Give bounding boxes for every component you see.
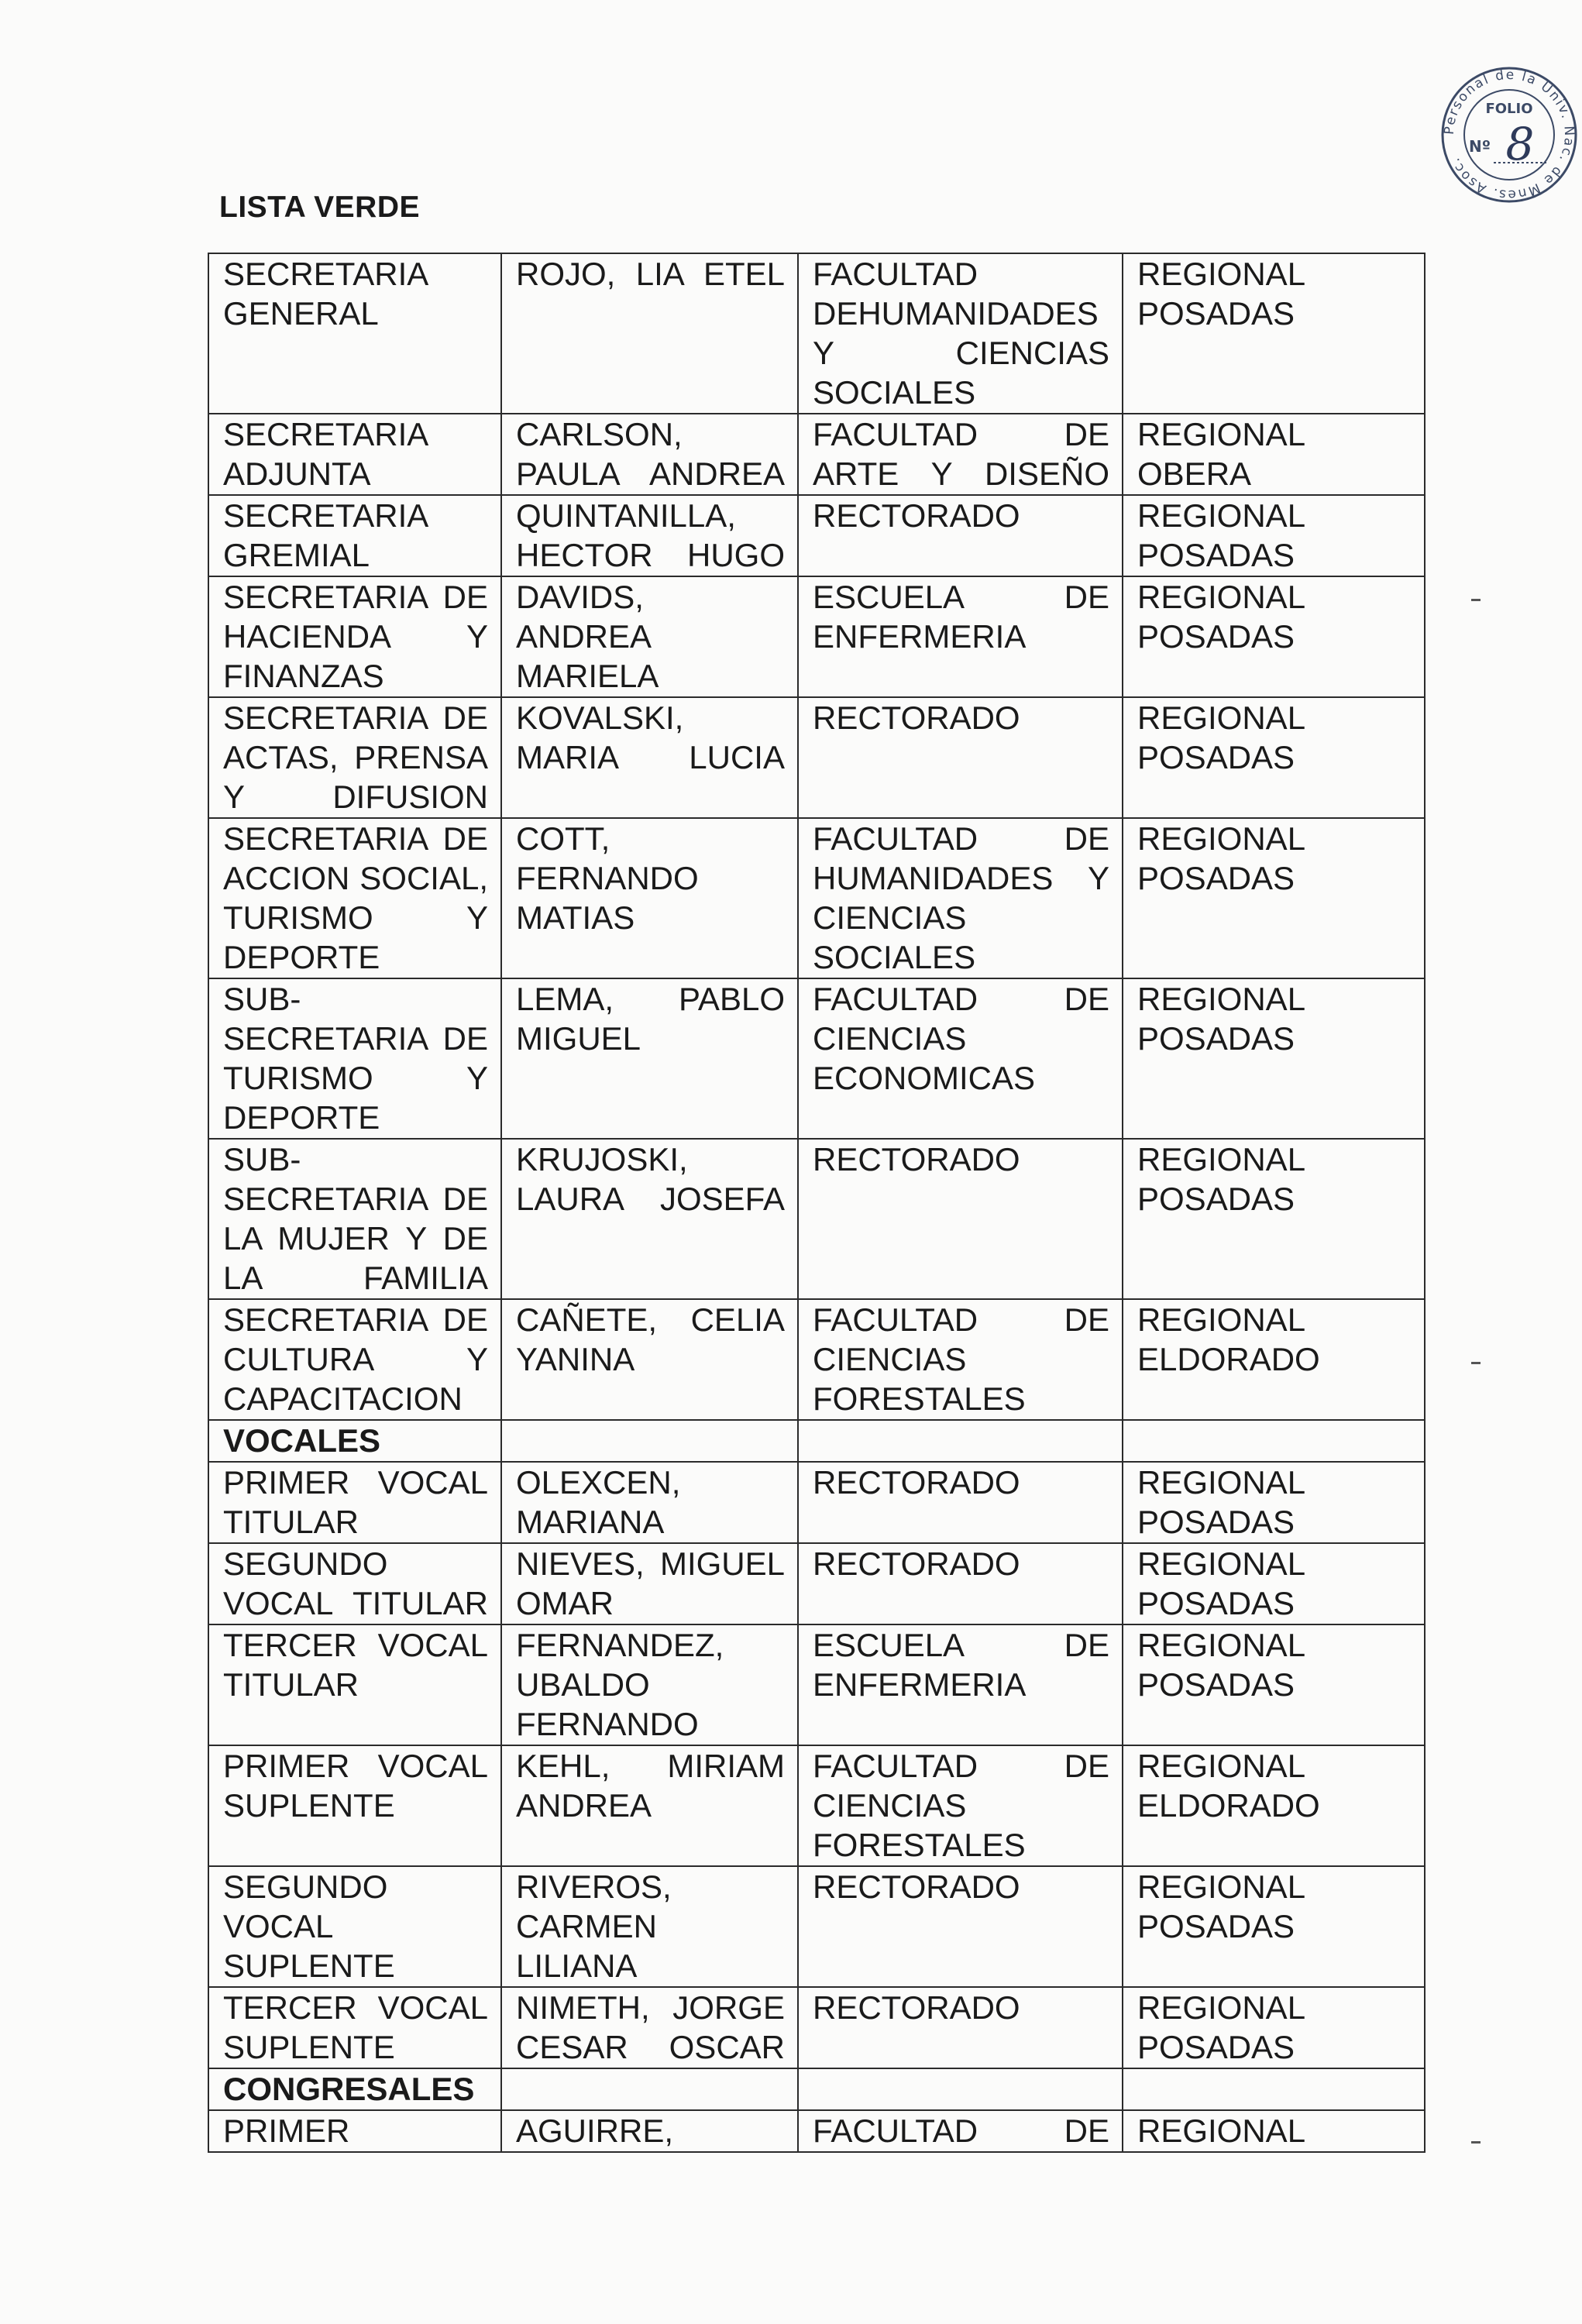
name-cell — [501, 1866, 798, 1987]
regional-cell — [1123, 576, 1425, 697]
position-text: SEGUNDO VOCAL SUPLENTE — [223, 1868, 395, 1984]
table-row — [208, 253, 1425, 414]
name-text: LEMA, PABLO MIGUEL — [516, 981, 785, 1057]
department-cell — [798, 978, 1123, 1139]
name-text: NIMETH, JORGE CESAR OSCAR — [516, 1989, 785, 2065]
regional-cell — [1123, 1866, 1425, 1987]
department-cell — [798, 1299, 1123, 1420]
regional-cell — [1123, 978, 1425, 1139]
table-row — [208, 978, 1425, 1139]
position-text: SUB-SECRETARIA DE TURISMO Y DEPORTE — [223, 981, 488, 1136]
name-cell — [501, 1420, 798, 1462]
regional-text: REGIONAL POSADAS — [1137, 981, 1305, 1057]
regional-text: REGIONAL ELDORADO — [1137, 1301, 1320, 1377]
position-cell — [208, 1987, 501, 2068]
name-text: KRUJOSKI, LAURA JOSEFA — [516, 1141, 785, 1217]
position-cell — [208, 1462, 501, 1543]
name-text: KOVALSKI, MARIA LUCIA — [516, 700, 785, 775]
position-text: SUB-SECRETARIA DE LA MUJER Y DE LA FAMILIA — [223, 1141, 488, 1296]
department-text: FACULTAD DE HUMANIDADES Y CIENCIAS SOCIALES — [813, 820, 1109, 975]
position-cell — [208, 1420, 501, 1462]
name-cell — [501, 697, 798, 818]
regional-cell — [1123, 1462, 1425, 1543]
name-cell — [501, 1139, 798, 1299]
name-text: OLEXCEN, MARIANA — [516, 1464, 681, 1540]
position-text: PRIMER VOCAL SUPLENTE — [223, 1748, 488, 1824]
position-cell — [208, 1543, 501, 1624]
margin-mark — [1471, 2141, 1481, 2144]
regional-cell — [1123, 1420, 1425, 1462]
department-cell — [798, 2068, 1123, 2110]
name-text: AGUIRRE, — [516, 2113, 674, 2149]
position-cell — [208, 818, 501, 978]
table-row — [208, 2110, 1425, 2152]
name-text: COTT, FERNANDO MATIAS — [516, 820, 699, 936]
name-cell — [501, 1745, 798, 1866]
department-text: FACULTAD DE — [813, 2113, 1109, 2149]
name-text: KEHL, MIRIAM ANDREA — [516, 1748, 785, 1824]
department-text: RECTORADO — [813, 1545, 1020, 1582]
position-cell — [208, 1866, 501, 1987]
folio-stamp — [1439, 65, 1579, 205]
margin-mark — [1471, 1362, 1481, 1364]
regional-cell — [1123, 1987, 1425, 2068]
regional-cell — [1123, 1299, 1425, 1420]
department-text: RECTORADO — [813, 497, 1020, 534]
department-cell — [798, 697, 1123, 818]
position-text: SEGUNDO VOCAL TITULAR — [223, 1545, 488, 1621]
regional-text: REGIONAL POSADAS — [1137, 700, 1305, 775]
name-cell — [501, 1624, 798, 1745]
name-cell — [501, 1987, 798, 2068]
position-cell — [208, 576, 501, 697]
regional-cell — [1123, 495, 1425, 576]
section-header-row — [208, 2068, 1425, 2110]
regional-text: REGIONAL POSADAS — [1137, 256, 1305, 332]
regional-text: REGIONAL POSADAS — [1137, 820, 1305, 896]
position-cell — [208, 978, 501, 1139]
position-cell — [208, 253, 501, 414]
name-text: ROJO, LIA ETEL — [516, 256, 785, 292]
name-cell — [501, 2068, 798, 2110]
name-cell — [501, 414, 798, 495]
stamp-number-label: Nº — [1468, 137, 1491, 156]
table-row — [208, 1866, 1425, 1987]
department-cell — [798, 1624, 1123, 1745]
department-cell — [798, 1745, 1123, 1866]
table-row — [208, 697, 1425, 818]
regional-text: REGIONAL POSADAS — [1137, 1464, 1305, 1540]
department-text: RECTORADO — [813, 1868, 1020, 1905]
name-text: RIVEROS, CARMEN LILIANA — [516, 1868, 672, 1984]
list-title: LISTA VERDE — [219, 191, 421, 224]
candidate-table-body — [208, 253, 1425, 2152]
position-text: SECRETARIA DE HACIENDA Y FINANZAS — [223, 579, 488, 694]
regional-cell — [1123, 1139, 1425, 1299]
regional-text: REGIONAL POSADAS — [1137, 579, 1305, 655]
department-cell — [798, 1987, 1123, 2068]
department-text: RECTORADO — [813, 1989, 1020, 2026]
stamp-arc-text: Personal de la Univ. Nac. de Mnes. Asoc. — [1441, 67, 1577, 203]
table-row — [208, 1139, 1425, 1299]
position-text: SECRETARIA GREMIAL — [223, 497, 429, 573]
regional-cell — [1123, 414, 1425, 495]
table-row — [208, 495, 1425, 576]
department-text: RECTORADO — [813, 700, 1020, 736]
table-row — [208, 576, 1425, 697]
position-text: TERCER VOCAL SUPLENTE — [223, 1989, 488, 2065]
department-text: RECTORADO — [813, 1141, 1020, 1177]
name-cell — [501, 253, 798, 414]
position-text: SECRETARIA ADJUNTA — [223, 416, 429, 492]
name-text: CAÑETE, CELIA YANINA — [516, 1301, 785, 1377]
department-cell — [798, 414, 1123, 495]
position-cell — [208, 495, 501, 576]
department-text: FACULTAD DE CIENCIAS FORESTALES — [813, 1748, 1109, 1863]
regional-cell — [1123, 1624, 1425, 1745]
regional-cell — [1123, 253, 1425, 414]
position-cell — [208, 1139, 501, 1299]
department-cell — [798, 818, 1123, 978]
department-text: RECTORADO — [813, 1464, 1020, 1501]
table-row — [208, 818, 1425, 978]
department-cell — [798, 1139, 1123, 1299]
name-text: QUINTANILLA, HECTOR HUGO — [516, 497, 785, 573]
name-cell — [501, 818, 798, 978]
position-cell — [208, 414, 501, 495]
regional-text: REGIONAL POSADAS — [1137, 1545, 1305, 1621]
regional-cell — [1123, 818, 1425, 978]
regional-text: REGIONAL POSADAS — [1137, 1141, 1305, 1217]
regional-text: REGIONAL POSADAS — [1137, 1627, 1305, 1703]
position-cell — [208, 697, 501, 818]
name-cell — [501, 1299, 798, 1420]
name-cell — [501, 2110, 798, 2152]
department-text: ESCUELA DE ENFERMERIA — [813, 1627, 1109, 1703]
position-text: SECRETARIA GENERAL — [223, 256, 429, 332]
stamp-handwritten-number: 8 — [1505, 118, 1535, 170]
position-text: PRIMER VOCAL TITULAR — [223, 1464, 488, 1540]
department-text: FACULTAD DE CIENCIAS ECONOMICAS — [813, 981, 1109, 1096]
position-text: SECRETARIA DE CULTURA Y CAPACITACION — [223, 1301, 488, 1417]
position-text: CONGRESALES — [223, 2071, 475, 2107]
position-cell — [208, 1745, 501, 1866]
table-row — [208, 1745, 1425, 1866]
regional-cell — [1123, 697, 1425, 818]
regional-cell — [1123, 2068, 1425, 2110]
position-text: SECRETARIA DE ACTAS, PRENSA Y DIFUSION — [223, 700, 488, 815]
department-cell — [798, 1866, 1123, 1987]
name-text: CARLSON, PAULA ANDREA — [516, 416, 785, 492]
department-cell — [798, 1543, 1123, 1624]
table-row — [208, 1987, 1425, 2068]
position-text: PRIMER — [223, 2113, 350, 2149]
regional-cell — [1123, 1745, 1425, 1866]
department-text: FACULTAD DEHUMANIDADES Y CIENCIAS SOCIALES — [813, 256, 1109, 411]
position-text: VOCALES — [223, 1422, 381, 1459]
department-text: FACULTAD DE CIENCIAS FORESTALES — [813, 1301, 1109, 1417]
department-cell — [798, 2110, 1123, 2152]
table-row — [208, 1299, 1425, 1420]
name-text: DAVIDS, ANDREA MARIELA — [516, 579, 659, 694]
table-row — [208, 1462, 1425, 1543]
name-cell — [501, 1462, 798, 1543]
regional-text: REGIONAL POSADAS — [1137, 1868, 1305, 1944]
position-cell — [208, 1299, 501, 1420]
department-cell — [798, 495, 1123, 576]
stamp-folio-label: FOLIO — [1485, 101, 1533, 117]
regional-text: REGIONAL POSADAS — [1137, 1989, 1305, 2065]
name-cell — [501, 576, 798, 697]
table-row — [208, 414, 1425, 495]
name-cell — [501, 1543, 798, 1624]
department-cell — [798, 1420, 1123, 1462]
department-cell — [798, 576, 1123, 697]
table-row — [208, 1624, 1425, 1745]
candidate-table — [208, 253, 1426, 2153]
regional-text: REGIONAL OBERA — [1137, 416, 1305, 492]
position-cell — [208, 2110, 501, 2152]
margin-mark — [1471, 599, 1481, 601]
section-header-row — [208, 1420, 1425, 1462]
department-text: ESCUELA DE ENFERMERIA — [813, 579, 1109, 655]
position-text: TERCER VOCAL TITULAR — [223, 1627, 488, 1703]
name-text: NIEVES, MIGUEL OMAR — [516, 1545, 785, 1621]
position-cell — [208, 2068, 501, 2110]
table-row — [208, 1543, 1425, 1624]
regional-cell — [1123, 2110, 1425, 2152]
department-text: FACULTAD DE ARTE Y DISEÑO — [813, 416, 1109, 492]
regional-text: REGIONAL POSADAS — [1137, 497, 1305, 573]
regional-text: REGIONAL — [1137, 2113, 1306, 2149]
department-cell — [798, 253, 1123, 414]
regional-cell — [1123, 1543, 1425, 1624]
position-text: SECRETARIA DE ACCION SOCIAL, TURISMO Y DEPORTE — [223, 820, 488, 975]
department-cell — [798, 1462, 1123, 1543]
name-text: FERNANDEZ, UBALDO FERNANDO — [516, 1627, 724, 1742]
name-cell — [501, 978, 798, 1139]
regional-text: REGIONAL ELDORADO — [1137, 1748, 1320, 1824]
name-cell — [501, 495, 798, 576]
position-cell — [208, 1624, 501, 1745]
